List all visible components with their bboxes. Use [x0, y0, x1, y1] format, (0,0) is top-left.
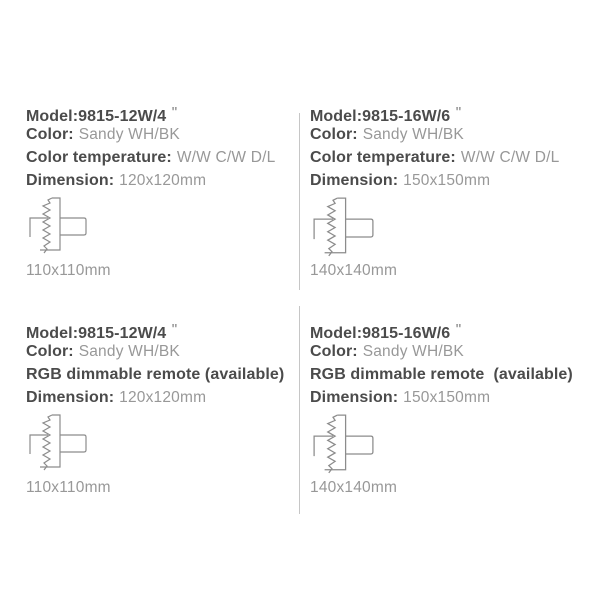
- color-temperature-value: W/W C/W D/L: [460, 149, 560, 166]
- color-label: Color:: [26, 343, 74, 360]
- product-card-bottom-left: [26, 317, 304, 497]
- product-card-top-left: [26, 100, 304, 280]
- model-line: [26, 100, 304, 123]
- color-value: Sandy WH/BK: [78, 343, 180, 360]
- downlight-side-view-drawing-icon: [312, 196, 588, 256]
- rgb-remote-label: RGB dimmable remote (available): [310, 366, 573, 383]
- dimension-value: 150x150mm: [403, 389, 491, 406]
- model-line: [310, 317, 588, 340]
- cutout-size-label: 140x140mm: [310, 262, 398, 279]
- downlight-side-view-drawing-icon: [28, 413, 304, 473]
- color-label: Color:: [26, 126, 74, 143]
- inch-mark: ": [171, 321, 178, 336]
- inch-mark: ": [455, 104, 462, 119]
- dimension-label: Dimension:: [310, 172, 399, 189]
- dimension-value: 120x120mm: [119, 389, 207, 406]
- rgb-remote-line: [310, 363, 588, 386]
- color-value: Sandy WH/BK: [362, 343, 464, 360]
- dimension-line: [26, 169, 304, 192]
- dimension-label: Dimension:: [310, 389, 399, 406]
- color-value: Sandy WH/BK: [78, 126, 180, 143]
- color-line: [26, 123, 304, 146]
- model-line: [310, 100, 588, 123]
- dimension-value: 150x150mm: [403, 172, 491, 189]
- rgb-remote-line: [26, 363, 304, 386]
- dimension-line: [26, 386, 304, 409]
- model-label: Model:9815-16W/6: [310, 325, 451, 342]
- model-label: Model:9815-12W/4: [26, 325, 167, 342]
- dimension-line: [310, 169, 588, 192]
- color-temperature-value: W/W C/W D/L: [176, 149, 276, 166]
- color-line: [310, 340, 588, 363]
- dimension-line: [310, 386, 588, 409]
- model-label: Model:9815-16W/6: [310, 108, 451, 125]
- color-value: Sandy WH/BK: [362, 126, 464, 143]
- product-card-bottom-right: [310, 317, 588, 497]
- dimension-value: 120x120mm: [119, 172, 207, 189]
- color-temperature-label: Color temperature:: [310, 149, 456, 166]
- color-line: [310, 123, 588, 146]
- product-card-top-right: [310, 100, 588, 280]
- downlight-side-view-drawing-icon: [28, 196, 304, 256]
- color-temperature-line: [26, 146, 304, 169]
- rgb-remote-label: RGB dimmable remote (available): [26, 366, 285, 383]
- color-temperature-label: Color temperature:: [26, 149, 172, 166]
- color-temperature-line: [310, 146, 588, 169]
- cutout-size-label: 110x110mm: [26, 479, 111, 496]
- cutout-size-label: 140x140mm: [310, 479, 398, 496]
- color-line: [26, 340, 304, 363]
- inch-mark: ": [455, 321, 462, 336]
- dimension-label: Dimension:: [26, 389, 115, 406]
- downlight-side-view-drawing-icon: [312, 413, 588, 473]
- model-line: [26, 317, 304, 340]
- inch-mark: ": [171, 104, 178, 119]
- color-label: Color:: [310, 343, 358, 360]
- model-label: Model:9815-12W/4: [26, 108, 167, 125]
- color-label: Color:: [310, 126, 358, 143]
- dimension-label: Dimension:: [26, 172, 115, 189]
- cutout-size-label: 110x110mm: [26, 262, 111, 279]
